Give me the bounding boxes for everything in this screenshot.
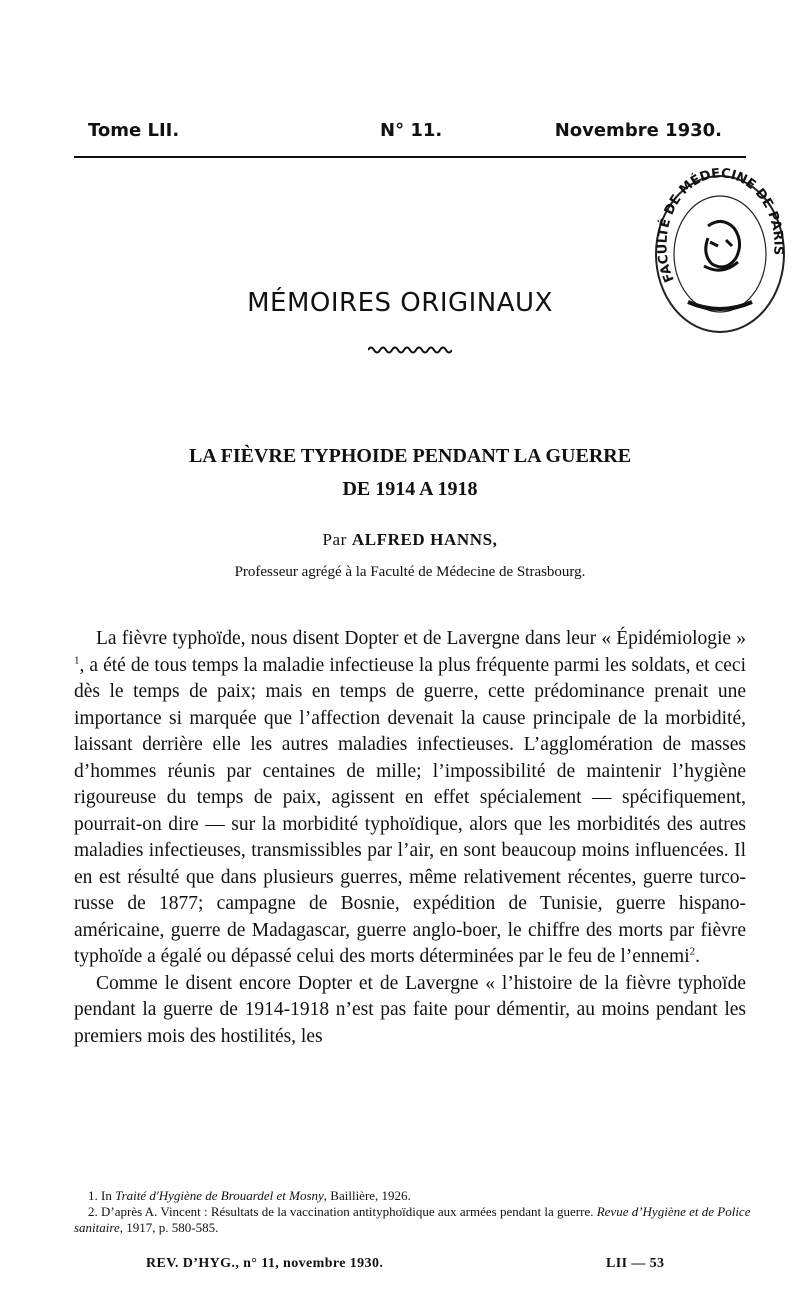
byline-prefix: Par (322, 530, 347, 549)
footnote-number: 1. (88, 1188, 98, 1203)
page-footer (146, 1256, 686, 1272)
text-run: , 1917, p. 580-585. (119, 1220, 219, 1235)
text-run: . (695, 946, 701, 967)
section-title: MÉMOIRES ORIGINAUX (247, 288, 553, 318)
footnote-2 (74, 1204, 754, 1236)
footnotes (74, 1188, 754, 1236)
article-title-line-1: LA FIÈVRE TYPHOIDE PENDANT LA GUERRE (188, 445, 632, 467)
cited-journal: Revue d’Hygiène et de Police sanitaire (74, 1204, 751, 1235)
paragraph (74, 626, 746, 971)
text-run: , a été de tous temps la maladie infectieuse la plus fréquente parmi les soldats, et ceci dès le temps de paix; mais en temps de guerre, cette prédominance prenait une importance si marquée que l’affection devenait la cause principale de la morbidité, laissant derrière elle les autres maladies infectieuses. L’agglomération de masses d’hommes réunis par centaines de mille; l’impossibilité de maintenir l’hygiène rigoureuse du temps de paix, agissent en effet spécialement — spécifiquement, pourrait-on dire — sur la morbidité typhoïdique, alors que les morbidités des autres maladies infectieuses, transmissibles par l’air, en sont beaucoup moins influencées. Il en est résulté que dans plusieurs guerres, même relativement récentes, guerre turco-russe de 1877; campagne de Bosnie, expédition de Tunisie, guerre hispano-américaine, guerre de Madagascar, guerre anglo-boer, le chiffre des morts par fièvre typhoïde a égalé ou dépassé celui des morts déterminées par le feu de l’ennemi (74, 654, 746, 967)
text-run: In (97, 1188, 116, 1203)
footnote-ref-1: 1 (74, 654, 80, 666)
text-run: D’après A. Vincent : Résultats de la vaccination antityphoïdique aux armées pendant la guerre. (97, 1204, 597, 1219)
tome-label: Tome LII. (88, 120, 180, 141)
byline (0, 530, 800, 550)
issue-date: Novembre 1930. (554, 120, 722, 141)
stamp-text: FACULTÉ DE MÉDECINE DE PARIS (655, 166, 786, 285)
footnote-number: 2. (88, 1204, 98, 1219)
author-name: ALFRED HANNS, (351, 530, 498, 549)
footnote-ref-2: 2 (689, 945, 696, 958)
paragraph: Comme le disent encore Dopter et de Lavergne « l’histoire de la fièvre typhoïde pendant la guerre de 1914-1918 n’est pas faite pour démentir, au moins pendant les premiers mois des hostilités, les (74, 972, 746, 1047)
page-number: LII — 53 (606, 1256, 665, 1271)
text-run: La fièvre typhoïde, nous disent Dopter et de Lavergne dans leur « Épidémiologie » (96, 628, 746, 649)
journal-reference: REV. D’HYG., n° 11, novembre 1930. (146, 1256, 384, 1271)
article-title (90, 440, 730, 506)
page-header (88, 120, 722, 141)
author-affiliation: Professeur agrégé à la Faculté de Médecine de Strasbourg. (234, 564, 586, 580)
cited-work: Traité d'Hygiène de Brouardel et Mosny (115, 1188, 324, 1203)
text-run: , Baillière, 1926. (323, 1188, 411, 1203)
header-rule (74, 156, 746, 158)
article-title-line-2: DE 1914 A 1918 (342, 478, 478, 500)
article-body (74, 626, 746, 1050)
ornament-divider (368, 344, 452, 356)
footnote-1 (74, 1188, 754, 1204)
issue-number: N° 11. (380, 120, 443, 141)
